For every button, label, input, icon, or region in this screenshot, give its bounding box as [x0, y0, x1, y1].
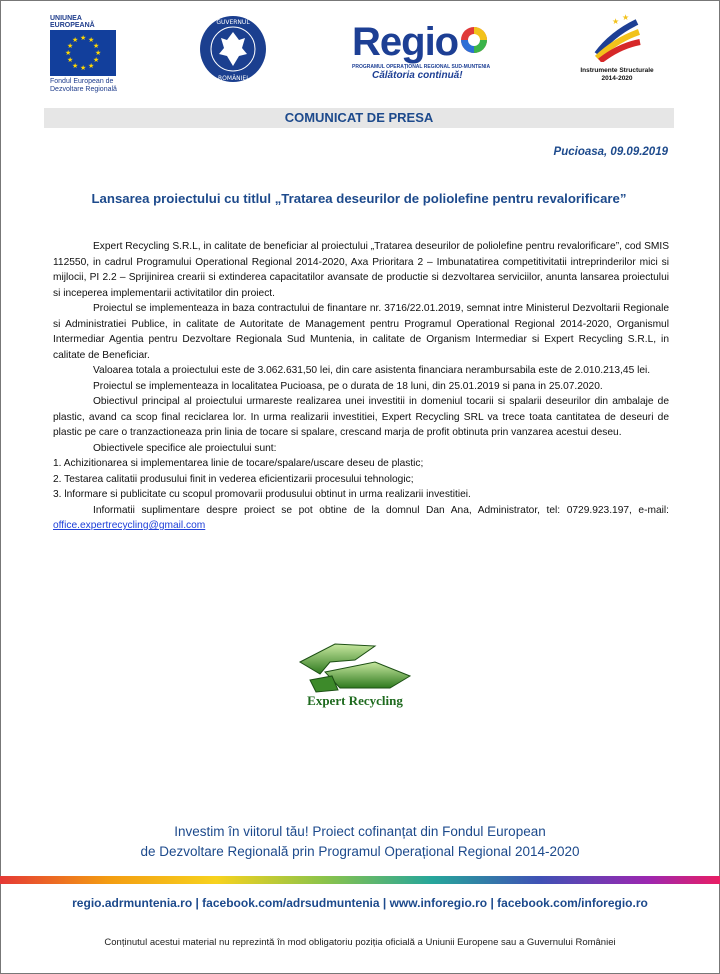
paragraph-objective: Obiectivul principal al proiectului urmareste realizarea unei investitii in domeniul tocarii si spalarii deseurilor din ambalaje de plastic, avand ca scop final reciclarea lor. In urma realizarii investitiei, Expert Recycling SRL va trece toata cantitatea de deseuri de plastic pe care o tranzactioneaza prin linia de tocare si spalare, crescand marja de profit obtinuta prin vanzarea acestui deseu. [53, 396, 669, 438]
list-item: 3. lnformare si publicitate cu scopul promovarii produsului obtinut in urma realizarii investitiei. [53, 489, 471, 500]
instrumente-structurale-years: 2014-2020 [601, 75, 633, 82]
footer-urls: regio.adrmuntenia.ro | facebook.com/adrsudmuntenia | www.inforegio.ro | facebook.com/inforegio.ro [72, 896, 648, 910]
gov-seal-bottom-text: ROMÂNIEI [218, 75, 248, 82]
eu-logo [50, 15, 122, 94]
paragraph-beneficiary: Expert Recycling S.R.L, in calitate de beneficiar al proiectului „Tratarea deseurilor de poliolefine pentru revalorificare”, cod SMIS 112550, in cadrul Programului Operational Regional 2014-2020, Axa Prioritara 2 – Imbunatatirea competitivitatii intreprinderilor mici si mijlocii, PI 2.2 – Sprijinirea crearii si extinderea capacitatilor avansate de productie si dezvoltarea serviciilor, anunta lansarea proiectului si inceperea implementarii activitatilor din proiect. [53, 241, 669, 299]
expert-recycling-logo-text: Expert Recycling [307, 693, 403, 708]
press-release-title: Lansarea proiectului cu titlul „Tratarea deseurilor de poliolefine pentru revalorificare” [91, 191, 627, 206]
press-release-body [53, 239, 669, 534]
footer-statement [0, 822, 720, 862]
paragraph-contact [53, 503, 669, 534]
paragraph-contract: Proiectul se implementeaza in baza contractului de finantare nr. 3716/22.01.2019, semnat intre Ministerul Dezvoltarii Regionale si Administratiei Publice, in calitate de Autoritate de Management pentru Programul Operational Regional 2014-2020, Organismul Intermediar Agentia pentru Dezvoltare Regionala Sud Muntenia, in calitate de Organism Intermediar si Expert Recycling S.R.L, in calitate de Beneficiar. [53, 303, 669, 361]
government-seal-icon [198, 14, 268, 84]
regio-color-wheel-icon [460, 26, 488, 54]
footer-line-1: Investim în viitorul tău! Proiect cofinanțat din Fondul European [174, 824, 546, 839]
regio-logo-subtitle: PROGRAMUL OPERAȚIONAL REGIONAL SUD-MUNTENIA [352, 64, 491, 70]
paragraph-location: Proiectul se implementeaza in localitatea Pucioasa, pe o durata de 18 luni, din 25.01.2019 si pana in 25.07.2020. [93, 380, 603, 392]
gov-seal-top-text: GUVERNUL [216, 19, 250, 26]
press-release-date: Pucioasa, 09.09.2019 [553, 146, 668, 158]
instrumente-structurale-icon [592, 14, 642, 62]
regio-logo-tagline: Călătoria continuă! [372, 70, 463, 81]
eu-logo-subtitle: Fondul European de Dezvoltare Regională [50, 78, 117, 93]
press-release-banner: COMUNICAT DE PRESA [44, 108, 674, 128]
instrumente-structurale-logo [572, 14, 662, 83]
regio-logo [352, 22, 492, 94]
contact-text: Informatii suplimentare despre proiect se pot obtine de la domnul Dan Ana, Administrator, tel: 0729.923.197, e-mail: [93, 504, 669, 516]
eu-logo-title: UNIUNEA EUROPEANĂ [50, 15, 95, 29]
email-link[interactable]: office.expertrecycling@gmail.com [53, 520, 206, 531]
footer-line-2: de Dezvoltare Regională prin Programul Operațional Regional 2014-2020 [140, 844, 580, 859]
logo-header [0, 12, 720, 98]
svg-text:★: ★ [622, 14, 630, 22]
paragraph-specific-objectives: Obiectivele specifice ale proiectului sunt: [93, 442, 277, 454]
eu-flag-icon: ★ ★ ★ ★ ★ ★ ★ ★ ★ ★ ★ ★ [50, 30, 116, 76]
paragraph-value: Valoarea totala a proiectului este de 3.062.631,50 lei, din care asistenta financiara nerambursabila este de 2.010.213,45 lei. [93, 365, 651, 376]
rainbow-stripe [0, 876, 720, 884]
svg-text:★: ★ [612, 17, 620, 26]
footer-disclaimer: Conținutul acestui material nu reprezintă în mod obligatoriu poziția oficială a Uniunii Europene sau a Guvernului României [104, 937, 616, 948]
list-item: 1. Achizitionarea si implementarea linie de tocare/spalare/uscare deseu de plastic; [53, 458, 424, 469]
instrumente-structurale-label: Instrumente Structurale [580, 67, 654, 74]
list-item: 2. Testarea calitatii produsului finit in vederea eficientizarii procesului tehnologic; [53, 473, 414, 485]
regio-logo-word: Regio [352, 20, 459, 64]
